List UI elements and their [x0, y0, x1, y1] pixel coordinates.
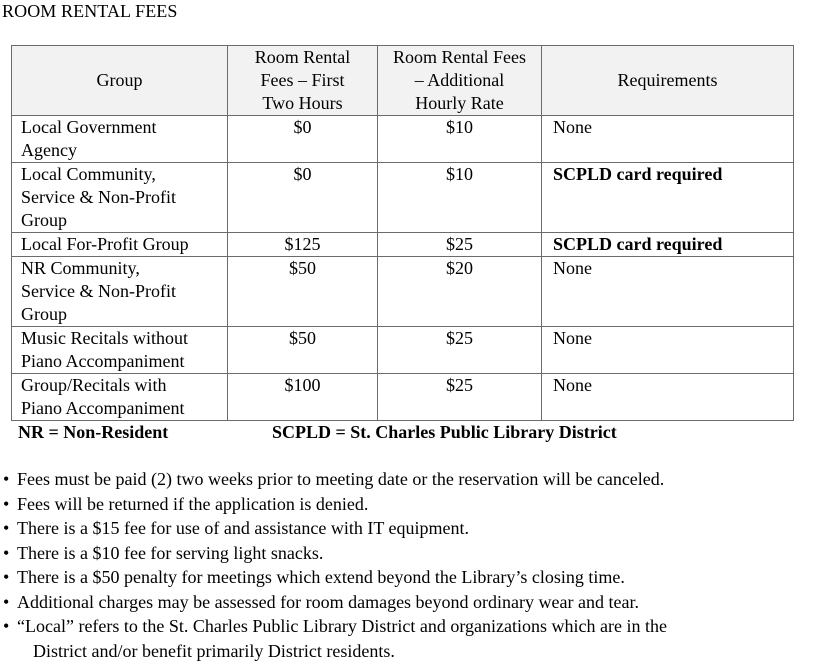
list-item-text: There is a $10 fee for serving light snacks. [17, 542, 324, 563]
additional-hourly-fee: $25 [378, 374, 542, 421]
group-line: Group/Recitals with [21, 375, 167, 395]
group-cell [12, 163, 228, 233]
list-item [3, 614, 803, 663]
header-line: Room Rental [254, 47, 351, 67]
list-item [3, 492, 803, 517]
group-line: Group [21, 304, 67, 324]
first-two-hours-fee: $50 [228, 327, 378, 374]
group-cell [12, 233, 228, 257]
group-cell [12, 257, 228, 327]
group-line: Local Government [21, 117, 157, 137]
list-item [3, 541, 803, 566]
header-line: Room Rental Fees [393, 47, 526, 67]
header-group: Group [12, 46, 228, 116]
bullet-icon: • [3, 591, 10, 612]
legend-nr: NR = Non-Resident [18, 422, 169, 442]
header-line: Two Hours [262, 93, 343, 113]
first-two-hours-fee: $50 [228, 257, 378, 327]
group-line: Piano Accompaniment [21, 351, 185, 371]
legend-scpld: SCPLD = St. Charles Public Library District [272, 422, 617, 442]
table-row [12, 374, 794, 421]
requirement-cell: None [542, 257, 794, 327]
requirement-cell: None [542, 374, 794, 421]
additional-hourly-fee: $25 [378, 233, 542, 257]
group-line: Service & Non-Profit [21, 281, 176, 301]
list-item-text-continued: District and/or benefit primarily District residents. [33, 640, 395, 661]
list-item [3, 467, 803, 492]
requirement-cell: SCPLD card required [542, 233, 794, 257]
table-row [12, 163, 794, 233]
additional-hourly-fee: $10 [378, 116, 542, 163]
table-row [12, 327, 794, 374]
group-line: Agency [21, 140, 77, 160]
fee-notes-list [3, 467, 803, 663]
header-line: Hourly Rate [415, 93, 504, 113]
list-item [3, 565, 803, 590]
group-line: Piano Accompaniment [21, 398, 185, 418]
bullet-icon: • [3, 469, 10, 489]
bullet-icon: • [3, 616, 10, 636]
bullet-icon: • [3, 542, 10, 563]
list-item-text: “Local” refers to the St. Charles Public Library District and organizations which are in the [17, 616, 667, 636]
first-two-hours-fee: $100 [228, 374, 378, 421]
additional-hourly-fee: $10 [378, 163, 542, 233]
group-line: Service & Non-Profit [21, 187, 176, 207]
header-additional-hourly [378, 46, 542, 116]
first-two-hours-fee: $0 [228, 163, 378, 233]
list-item-text: There is a $15 fee for use of and assistance with IT equipment. [17, 518, 470, 538]
bullet-icon: • [3, 493, 10, 514]
list-item-text: Fees must be paid (2) two weeks prior to meeting date or the reservation will be canceled. [17, 469, 665, 489]
list-item-text: Additional charges may be assessed for room damages beyond ordinary wear and tear. [17, 591, 639, 612]
header-first-two-hours [228, 46, 378, 116]
list-item [3, 590, 803, 615]
list-item-text: There is a $50 penalty for meetings which extend beyond the Library’s closing time. [17, 567, 625, 587]
rental-fees-table [11, 45, 794, 421]
requirement-cell: SCPLD card required [542, 163, 794, 233]
group-line: Group [21, 210, 67, 230]
group-line: Local Community, [21, 164, 156, 184]
requirement-cell: None [542, 327, 794, 374]
table-row [12, 116, 794, 163]
list-item-text: Fees will be returned if the application is denied. [17, 493, 369, 514]
group-cell [12, 374, 228, 421]
header-line: Fees – First [260, 70, 345, 90]
group-cell [12, 327, 228, 374]
first-two-hours-fee: $0 [228, 116, 378, 163]
requirement-cell: None [542, 116, 794, 163]
additional-hourly-fee: $20 [378, 257, 542, 327]
header-requirements: Requirements [542, 46, 794, 116]
group-line: Music Recitals without [21, 328, 188, 348]
bullet-icon: • [3, 567, 10, 587]
table-row [12, 257, 794, 327]
list-item [3, 516, 803, 541]
first-two-hours-fee: $125 [228, 233, 378, 257]
additional-hourly-fee: $25 [378, 327, 542, 374]
table-header-row [12, 46, 794, 116]
header-line: – Additional [414, 70, 505, 90]
group-line: Local For-Profit Group [21, 234, 189, 254]
table-row [12, 233, 794, 257]
group-line: NR Community, [21, 258, 140, 278]
group-cell [12, 116, 228, 163]
bullet-icon: • [3, 518, 10, 538]
page-title: ROOM RENTAL FEES [2, 1, 178, 21]
